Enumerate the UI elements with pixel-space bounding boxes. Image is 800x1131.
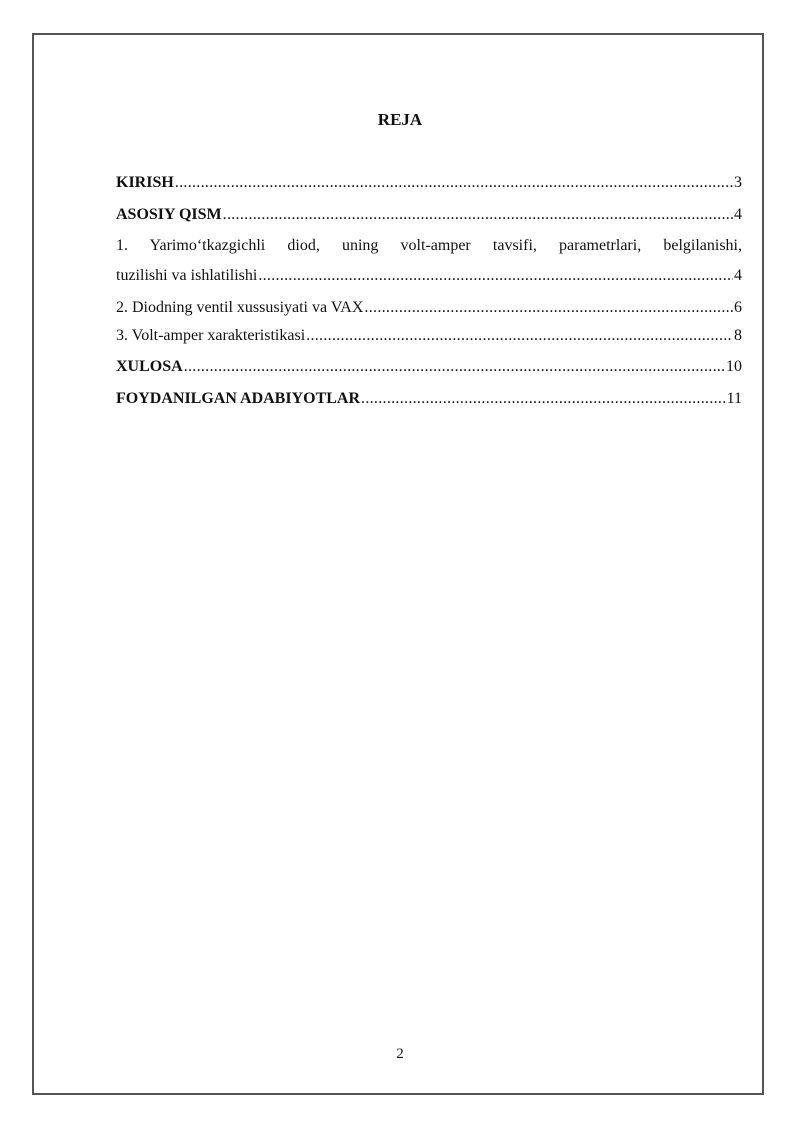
toc-leader-dots bbox=[258, 266, 733, 286]
toc-leader-dots bbox=[364, 298, 733, 318]
toc-entry-label: XULOSA bbox=[116, 358, 183, 375]
toc-entry-page: 8 bbox=[734, 326, 742, 344]
table-of-contents bbox=[116, 173, 742, 420]
toc-entry-label: tuzilishi va ishlatilishi bbox=[116, 267, 258, 284]
toc-entry-section-3[interactable] bbox=[116, 326, 742, 346]
toc-entry-page: 11 bbox=[726, 389, 742, 407]
toc-leader-dots bbox=[361, 389, 726, 409]
toc-entry-section-1[interactable] bbox=[116, 236, 742, 286]
toc-entry-page: 4 bbox=[734, 205, 742, 223]
toc-leader-dots bbox=[223, 205, 733, 225]
toc-entry-line2 bbox=[116, 266, 742, 286]
toc-entry-label-line1: 1. Yarimo‘tkazgichli diod, uning volt-amper tavsifi, parametrlari, belgilanishi, bbox=[116, 237, 742, 254]
toc-entry-xulosa[interactable] bbox=[116, 357, 742, 377]
toc-entry-label: 2. Diodning ventil xussusiyati va VAX bbox=[116, 298, 364, 316]
toc-leader-dots bbox=[184, 357, 725, 377]
page-title: REJA bbox=[377, 110, 423, 129]
toc-entry-label: ASOSIY QISM bbox=[116, 205, 222, 223]
toc-entry-asosiy-qism[interactable] bbox=[116, 205, 742, 225]
toc-entry-adabiyotlar[interactable] bbox=[116, 389, 742, 409]
toc-entry-label: FOYDANILGAN ADABIYOTLAR bbox=[116, 389, 361, 407]
toc-entry-page: 3 bbox=[734, 174, 742, 191]
page-number: 2 bbox=[396, 1046, 404, 1062]
toc-entry-section-2[interactable] bbox=[116, 298, 742, 318]
toc-entry-page: 10 bbox=[726, 358, 742, 375]
toc-entry-kirish[interactable] bbox=[116, 173, 742, 193]
toc-entry-label: 3. Volt-amper xarakteristikasi bbox=[116, 326, 306, 344]
toc-leader-dots bbox=[306, 326, 733, 346]
toc-leader-dots bbox=[175, 173, 733, 193]
toc-entry-page: 6 bbox=[734, 298, 742, 316]
toc-entry-label: KIRISH bbox=[116, 174, 174, 191]
toc-entry-page: 4 bbox=[734, 267, 742, 284]
